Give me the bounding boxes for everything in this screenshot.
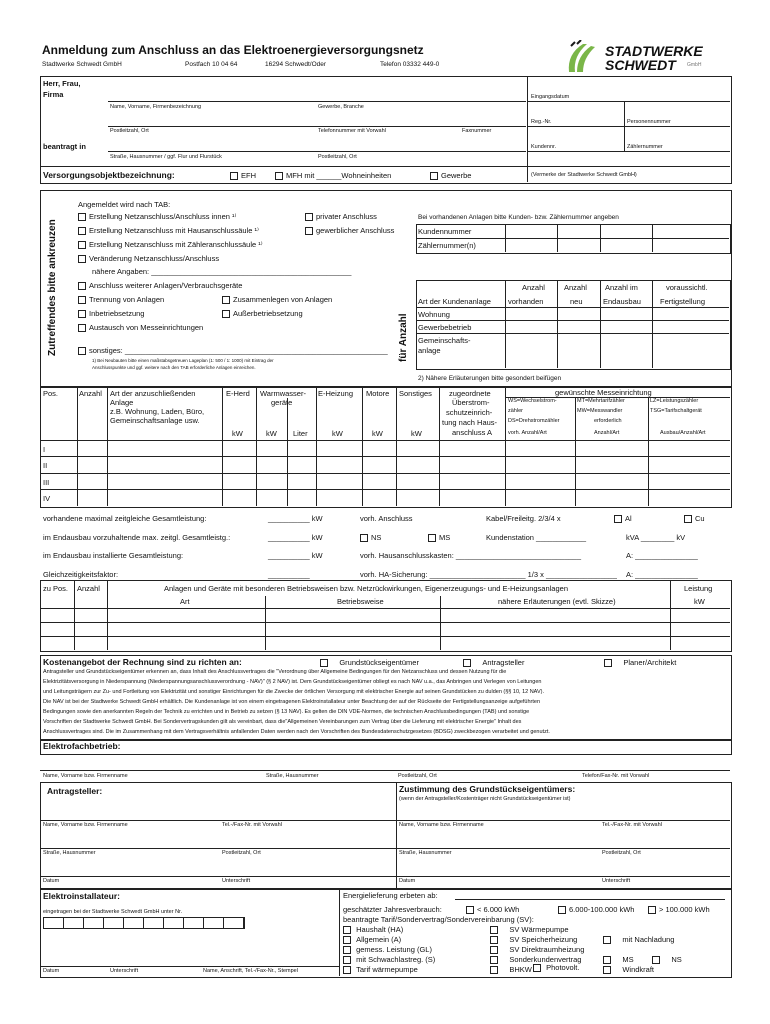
kosten-p1: Antragsteller und Grundstückseigentümer erkennen an, dass Inhalt des Anschlussvertrages die "Verordnung über Allgemeine Bedingungen für den Netzanschluss und dessen Nutzung für die bbox=[43, 669, 507, 675]
anz3b-header: Endausbau bbox=[603, 297, 641, 306]
gleichzeitigkeit: Gleichzeitigkeitsfaktor: bbox=[43, 570, 119, 579]
plz2-field-label: Postleitzahl, Ort bbox=[318, 154, 357, 160]
liter-wwg: Liter bbox=[293, 429, 308, 438]
antrag-frame bbox=[40, 782, 732, 890]
antrag-datum: Datum bbox=[43, 878, 60, 884]
sonderkunden[interactable]: Sonderkundenvertrag bbox=[490, 956, 581, 964]
kosten-p5: Bedingungen sowie den anerkannten Regeln der Technik zu errichten und in Betrieb zu setzen (§ 13 NAV). Es gelten die DIN VDE-Normen, die technischen Anschlussbedingungen (TAB) und sonstige bbox=[43, 709, 530, 715]
tab-item-1[interactable]: Erstellung Netzanschluss/Anschluss innen ¹⁾ bbox=[78, 213, 236, 221]
besonder-anz: Anzahl bbox=[77, 584, 100, 593]
zust-datum: Datum bbox=[399, 878, 416, 884]
ns-option[interactable]: NS bbox=[360, 534, 381, 542]
tab-item-7b-checkbox[interactable] bbox=[222, 310, 230, 318]
zug-header-3: schutzeinrich- bbox=[446, 408, 493, 417]
verbrauch-1-checkbox[interactable] bbox=[466, 906, 474, 914]
art-header-4: Gemeinschaftsanlage usw. bbox=[110, 416, 200, 425]
al-checkbox[interactable] bbox=[614, 515, 622, 523]
form-title: Anmeldung zum Anschluss an das Elektroenergieversorgungsnetz bbox=[42, 43, 424, 57]
art-row-wohnung: Wohnung bbox=[418, 310, 450, 319]
row-iv: IV bbox=[43, 494, 51, 503]
gewerbe-field-label: Gewerbe, Branche bbox=[318, 104, 364, 110]
leistung-3-a[interactable]: A: _______________ bbox=[626, 551, 698, 560]
fuer-anzahl-label: für Anzahl bbox=[398, 313, 409, 362]
eheiz-header: E-Heizung bbox=[318, 389, 354, 398]
footnote-2: Anschlusspunkte und ggf. weitere nach den TAB erforderliche Anlagen einreichen. bbox=[92, 365, 256, 370]
kw-eheiz: kW bbox=[332, 429, 343, 438]
zutreffendes-label: Zutreffendes bitte ankreuzen bbox=[47, 219, 58, 356]
logo-line1: STADTWERKE bbox=[605, 43, 703, 59]
kundenstation[interactable]: Kundenstation ____________ bbox=[486, 533, 587, 542]
row-ii: II bbox=[43, 461, 48, 470]
install-datum: Datum bbox=[43, 968, 60, 974]
reg-label: Reg.-Nr. bbox=[531, 119, 552, 125]
firma-label: Firma bbox=[43, 90, 64, 99]
nachladung[interactable]: mit Nachladung bbox=[603, 936, 674, 944]
tarif-wp[interactable]: Tarif wärmepumpe bbox=[343, 966, 418, 974]
besonder-kw: kW bbox=[694, 597, 705, 606]
tab-item-4b: nähere Angaben: ________________________________________________ bbox=[92, 267, 352, 276]
kosten-option-planer[interactable]: Planer/Architekt bbox=[604, 659, 676, 667]
energie-ns-checkbox[interactable] bbox=[652, 956, 660, 964]
photovolt-checkbox[interactable] bbox=[533, 964, 541, 972]
antragsteller-title: Antragsteller: bbox=[47, 786, 103, 796]
mfh-option[interactable]: MFH mit ______Wohneinheiten bbox=[275, 172, 391, 180]
gleichzeitigkeit-value[interactable]: __________ bbox=[268, 570, 310, 579]
anzart-label: Anzahl/Art bbox=[594, 430, 620, 436]
tab-item-7b[interactable]: Außerbetriebsetzung bbox=[222, 310, 303, 318]
art-header-3: z.B. Wohnung, Laden, Büro, bbox=[110, 407, 205, 416]
bhkw[interactable]: BHKW bbox=[490, 966, 532, 974]
privat-option[interactable]: privater Anschluss bbox=[305, 213, 377, 221]
tarif-gl[interactable]: gemess. Leistung (GL) bbox=[343, 946, 432, 954]
tab-item-2-checkbox[interactable] bbox=[78, 227, 86, 235]
kw-sonst: kW bbox=[411, 429, 422, 438]
tab-item-5[interactable]: Anschluss weiterer Anlagen/Verbrauchsgeräte bbox=[78, 282, 242, 290]
wwg-header-1: Warmwasser- bbox=[260, 389, 306, 398]
fert2-header: Fertigstellung bbox=[660, 297, 706, 306]
zaehler-label: Zählernummer bbox=[627, 144, 663, 150]
zust-plz: Postleitzahl, Ort bbox=[602, 850, 641, 856]
ws-label: WS=Wechselstrom- bbox=[508, 398, 557, 404]
leistung-4-a[interactable]: A: _______________ bbox=[626, 570, 698, 579]
anz3a-header: Anzahl im bbox=[605, 283, 638, 292]
elektrofach-plz: Postleitzahl, Ort bbox=[398, 773, 437, 779]
elektrofach-tel: Telefon/Fax-Nr. mit Vorwahl bbox=[582, 773, 650, 779]
kundennummer-label: Kundennummer bbox=[418, 227, 472, 236]
tarif-label: beantragte Tarif/Sondervertrag/Sondervereinbarung (SV): bbox=[343, 915, 534, 924]
elektrofach-header bbox=[40, 739, 732, 755]
ausbau-label: Ausbau/Anzahl/Art bbox=[660, 430, 706, 436]
kosten-p6: Vorschriften der Stadtwerke Schwedt GmbH. Bei Sondervertragskunden gilt als vereinbart, dass die"Allgemeinen Vereinbarungen zum Vertrag über die Lieferung mit elektrischer Energie" Inhalt des bbox=[43, 719, 522, 725]
tarif-ha-checkbox[interactable] bbox=[343, 926, 351, 934]
postfach: Postfach 10 04 64 bbox=[185, 61, 238, 68]
kw-eherd: kW bbox=[232, 429, 243, 438]
leistung-3: im Endausbau installierte Gesamtleistung: bbox=[43, 551, 184, 560]
tab-item-3[interactable]: Erstellung Netzanschluss mit Zähleranschlussäule ¹⁾ bbox=[78, 241, 263, 249]
vorh-label: vorh. Anzahl/Art bbox=[508, 430, 547, 436]
anz1a-header: Anzahl bbox=[522, 283, 545, 292]
tel-field-label: Telefonnummer mit Vorwahl bbox=[318, 128, 386, 134]
tarif-a[interactable]: Allgemein (A) bbox=[343, 936, 401, 944]
zust-unterschrift: Unterschrift bbox=[602, 878, 631, 884]
row-iii: III bbox=[43, 478, 50, 487]
tab-item-9[interactable]: sonstiges: _______________________________________________________________ bbox=[78, 347, 388, 355]
tab-item-8-checkbox[interactable] bbox=[78, 324, 86, 332]
installateur-sub: eingetragen bei der Stadtwerke Schwedt GmbH unter Nr. bbox=[43, 909, 183, 915]
motore-header: Motore bbox=[366, 389, 390, 398]
leistung-2-value[interactable]: __________ kW bbox=[268, 533, 323, 542]
fert1-header: voraussichtl. bbox=[666, 283, 708, 292]
strasse-field-label: Straße, Hausnummer / ggf. Flur und Flurstück bbox=[110, 154, 222, 160]
besonder-art: Art bbox=[180, 597, 190, 606]
leistung-1-anschluss: vorh. Anschluss bbox=[360, 514, 413, 523]
zust-strasse: Straße, Hausnummer bbox=[399, 850, 452, 856]
installateur-title: Elektroinstallateur: bbox=[43, 891, 120, 901]
nachladung-checkbox[interactable] bbox=[603, 936, 611, 944]
logo-suffix: GmbH bbox=[687, 62, 702, 68]
besonder-pos: zu Pos. bbox=[43, 584, 69, 593]
tarif-a-checkbox[interactable] bbox=[343, 936, 351, 944]
al-option[interactable]: Al bbox=[614, 515, 632, 523]
ha-sicherung[interactable]: vorh. HA-Sicherung: _______________________ 1/3 x _________________ bbox=[360, 570, 617, 579]
bhkw-checkbox[interactable] bbox=[490, 966, 498, 974]
zug-header-1: zugeordnete bbox=[449, 389, 491, 398]
efh-checkbox[interactable] bbox=[230, 172, 238, 180]
company-logo bbox=[565, 40, 735, 76]
sonderkunden-checkbox[interactable] bbox=[490, 956, 498, 964]
kosten-option-grund[interactable]: Grundstückseigentümer bbox=[320, 659, 419, 667]
installateur-nr-boxes[interactable] bbox=[43, 917, 245, 929]
tab-item-9-checkbox[interactable] bbox=[78, 347, 86, 355]
logo-line2: SCHWEDT bbox=[605, 57, 676, 73]
zustimmung-sub: (wenn der Antragsteller/Kostenträger nicht Grundstückseigentümer ist) bbox=[399, 796, 571, 802]
zug-header-4: tung nach Haus- bbox=[442, 418, 498, 427]
art-header: Art der Kundenanlage bbox=[418, 297, 491, 306]
cu-checkbox[interactable] bbox=[684, 515, 692, 523]
tab-item-8[interactable]: Austausch von Messeinrichtungen bbox=[78, 324, 203, 332]
gewerb-checkbox[interactable] bbox=[305, 227, 313, 235]
windkraft-checkbox[interactable] bbox=[603, 966, 611, 974]
ds-label: DS=Drehstromzähler bbox=[508, 418, 560, 424]
verbrauch-opt-1[interactable]: < 6.000 kWh bbox=[466, 906, 519, 914]
anzahl-header: Anzahl bbox=[79, 389, 102, 398]
kosten-p2: Elektrizitätsversorgung in Niederspannung (Niederspannungsanschlussverordnung - NAV)" (§ 2 NAV) ist. Dem Grundstückseigentümer obliegt es nach NAV u.a., das Anbringen und Verlegen von Leitungen bbox=[43, 679, 542, 685]
sv-speicher[interactable]: SV Speicherheizung bbox=[490, 936, 577, 944]
besonder-title: Anlagen und Geräte mit besonderen Betriebsweisen bzw. Netzrückwirkungen, Eigenerzeugungs- und E-Heizungsanlagen bbox=[164, 584, 568, 593]
ms-option[interactable]: MS bbox=[428, 534, 450, 542]
zust-name: Name, Vorname bzw. Firmenname bbox=[399, 822, 484, 828]
sv-wp[interactable]: SV Wärmepumpe bbox=[490, 926, 569, 934]
zug-header-2: Überstrom- bbox=[452, 398, 490, 407]
elektrofach-strasse: Straße, Hausnummer bbox=[266, 773, 319, 779]
phone: Telefon 03332 449-0 bbox=[380, 61, 440, 68]
zaehlernummer-label: Zählernummer(n) bbox=[418, 241, 476, 250]
tab-item-7-checkbox[interactable] bbox=[78, 310, 86, 318]
kosten-p3: und Leitungsträgern zur Zu- und Fortleitung von Elektrizität und sonstiger Einrichtungen für die Zwecke der örtlichen Versorgung mit elektrischer Energie auf seinen Grundstücken zu dulden (§§ 10, 12 NAV). bbox=[43, 689, 544, 695]
anz2a-header: Anzahl bbox=[564, 283, 587, 292]
leistung-1: vorhandene maximal zeitgleiche Gesamtleistung: bbox=[43, 514, 207, 523]
leistung-1-kabel: Kabel/Freileitg. 2/3/4 x bbox=[486, 514, 561, 523]
tarif-s[interactable]: mit Schwachlastreg. (S) bbox=[343, 956, 435, 964]
gewerbe-checkbox[interactable] bbox=[430, 172, 438, 180]
tab-item-4[interactable]: Veränderung Netzanschluss/Anschluss bbox=[78, 255, 219, 263]
install-unterschrift: Unterschrift bbox=[110, 968, 139, 974]
kosten-planer-checkbox[interactable] bbox=[604, 659, 612, 667]
ns-checkbox[interactable] bbox=[360, 534, 368, 542]
zustimmung-title: Zustimmung des Grundstückseigentümers: bbox=[399, 784, 576, 794]
sv-direkt[interactable]: SV Direktraumheizung bbox=[490, 946, 584, 954]
fax-field-label: Faxnummer bbox=[462, 128, 492, 134]
tab-item-5-checkbox[interactable] bbox=[78, 282, 86, 290]
leistung-2: im Endausbau vorzuhaltende max. zeitgl. Gesamtleistg.: bbox=[43, 533, 231, 542]
personen-label: Personennummer bbox=[627, 119, 671, 125]
ms-checkbox[interactable] bbox=[428, 534, 436, 542]
tab-item-6b[interactable]: Zusammenlegen von Anlagen bbox=[222, 296, 332, 304]
city: 16294 Schwedt/Oder bbox=[265, 61, 327, 68]
art-header-2: Anlage bbox=[110, 398, 134, 407]
tab-item-4-checkbox[interactable] bbox=[78, 255, 86, 263]
mfh-checkbox[interactable] bbox=[275, 172, 283, 180]
art-row-gewerbe: Gewerbebetrieb bbox=[418, 323, 472, 332]
company-name: Stadtwerke Schwedt GmbH bbox=[42, 61, 122, 68]
tab-intro: Angemeldet wird nach TAB: bbox=[78, 200, 171, 209]
tab-item-1-checkbox[interactable] bbox=[78, 213, 86, 221]
art-row-gemeinschaft-2: anlage bbox=[418, 346, 441, 355]
anz2b-header: neu bbox=[570, 297, 583, 306]
tarif-s-checkbox[interactable] bbox=[343, 956, 351, 964]
footnote-1: 1) Bei Neubauten bitte einen maßstabsgetreuen Lageplan (1: 500 / 1: 1000) mit Eintrag der bbox=[92, 358, 274, 363]
besonder-betrieb: Betriebsweise bbox=[337, 597, 384, 606]
beantragt-label: beantragt in bbox=[43, 142, 86, 151]
vorhanden-intro: Bei vorhandenen Anlagen bitte Kunden- bzw. Zählernummer angeben bbox=[418, 214, 619, 221]
hausanschlusskasten[interactable]: vorh. Hausanschlusskasten: ______________________________ bbox=[360, 551, 582, 560]
verbrauch-opt-3[interactable]: > 100.000 kWh bbox=[648, 906, 710, 914]
tab-item-7[interactable]: Inbetriebsetzung bbox=[78, 310, 144, 318]
kosten-grund-checkbox[interactable] bbox=[320, 659, 328, 667]
besonder-leist: Leistung bbox=[684, 584, 713, 593]
windkraft[interactable]: Windkraft bbox=[603, 966, 654, 974]
vermerke-label: (Vermerke der Stadtwerke Schwedt GmbH) bbox=[531, 172, 637, 178]
logo-swoosh-icon bbox=[565, 40, 605, 76]
pos-header: Pos. bbox=[43, 389, 59, 398]
herr-frau-label: Herr, Frau, bbox=[43, 79, 81, 88]
tab-item-6-checkbox[interactable] bbox=[78, 296, 86, 304]
besonder-naeher: nähere Erläuterungen (evtl. Skizze) bbox=[498, 597, 616, 606]
energie-title: Energielieferung erbeten ab: bbox=[343, 891, 438, 900]
sv-direkt-checkbox[interactable] bbox=[490, 946, 498, 954]
install-name: Name, Anschrift, Tel.-/Fax-Nr., Stempel bbox=[203, 968, 298, 974]
cu-option[interactable]: Cu bbox=[684, 515, 705, 523]
mt-label: MT=Mehrtarifzähler bbox=[577, 398, 625, 404]
kosten-p7: Anschlussvertrages sind. Die im Zusammenhang mit dem Vertragsverhältnis anfallenden Daten werden nach den Vorschriften des Bundesdatenschutzgesetzes (BDSG) zweckbezogen verarbeitet und genutzt. bbox=[43, 729, 550, 735]
tsg-label: TSG=Tarifschaltgerät bbox=[650, 408, 702, 414]
elektrofach-name: Name, Vorname bzw. Firmenname bbox=[43, 773, 128, 779]
kosten-title: Kostenangebot der Rechnung sind zu richten an: bbox=[43, 657, 242, 667]
tarif-ha[interactable]: Haushalt (HA) bbox=[343, 926, 403, 934]
privat-checkbox[interactable] bbox=[305, 213, 313, 221]
art-header-1: Art der anzuschließenden bbox=[110, 389, 196, 398]
tarif-gl-checkbox[interactable] bbox=[343, 946, 351, 954]
energie-ms[interactable]: MS bbox=[603, 956, 634, 964]
verbrauch-2-checkbox[interactable] bbox=[558, 906, 566, 914]
kosten-option-antrag[interactable]: Antragsteller bbox=[463, 659, 524, 667]
gewerbe-option[interactable]: Gewerbe bbox=[430, 172, 471, 180]
mess-header: gewünschte Messeinrichtung bbox=[555, 388, 652, 397]
kosten-p4: Die NAV ist bei der Stadtwerke Schwedt GmbH erhältlich. Die Kundenanlage ist von einem eingetragenen Elektroinstallateur unter Beachtung der auf der Rückseite der Fertigstellungsanzeige aufgeführten bbox=[43, 699, 541, 705]
energie-ns[interactable]: NS bbox=[652, 956, 682, 964]
antrag-tel: Tel.-/Fax-Nr. mit Vorwahl bbox=[222, 822, 282, 828]
zug-header-5: anschluss A bbox=[452, 428, 493, 437]
tarif-wp-checkbox[interactable] bbox=[343, 966, 351, 974]
plz-field-label: Postleitzahl, Ort bbox=[110, 128, 149, 134]
sonst-header: Sonstiges bbox=[399, 389, 432, 398]
eherd-header: E-Herd bbox=[226, 389, 250, 398]
antrag-plz: Postleitzahl, Ort bbox=[222, 850, 261, 856]
mw2-label: erforderlich bbox=[594, 418, 622, 424]
lz-label: LZ=Leistungszähler bbox=[650, 398, 699, 404]
antrag-strasse: Straße, Hausnummer bbox=[43, 850, 96, 856]
kw-wwg: kW bbox=[266, 429, 277, 438]
antrag-unterschrift: Unterschrift bbox=[222, 878, 251, 884]
eingang-label: Eingangsdatum bbox=[531, 94, 570, 100]
verbrauch-3-checkbox[interactable] bbox=[648, 906, 656, 914]
kunden-label: Kundennr. bbox=[531, 144, 557, 150]
tab-item-6b-checkbox[interactable] bbox=[222, 296, 230, 304]
efh-option[interactable]: EFH bbox=[230, 172, 256, 180]
antrag-name: Name, Vorname bzw. Firmenname bbox=[43, 822, 128, 828]
mw-label: MW=Messwandler bbox=[577, 408, 623, 414]
tab-item-6[interactable]: Trennung von Anlagen bbox=[78, 296, 164, 304]
verbrauch-label: geschätzter Jahresverbrauch: bbox=[343, 905, 442, 914]
elektrofach-title: Elektrofachbetrieb: bbox=[43, 741, 121, 751]
sv-speicher-checkbox[interactable] bbox=[490, 936, 498, 944]
gewerb-option[interactable]: gewerblicher Anschluss bbox=[305, 227, 394, 235]
kva-kv[interactable]: kVA ________ kV bbox=[626, 533, 686, 542]
art-note: 2) Nähere Erläuterungen bitte gesondert beifügen bbox=[418, 375, 562, 382]
wwg-header-2: geräte bbox=[271, 398, 293, 407]
row-i: I bbox=[43, 445, 46, 454]
tab-item-3-checkbox[interactable] bbox=[78, 241, 86, 249]
verbrauch-opt-2[interactable]: 6.000-100.000 kWh bbox=[558, 906, 634, 914]
name-field-label: Name, Vorname, Firmenbezeichnung bbox=[110, 104, 202, 110]
art-row-gemeinschaft-1: Gemeinschafts- bbox=[418, 336, 471, 345]
tab-item-2[interactable]: Erstellung Netzanschluss mit Hausanschlussäule ¹⁾ bbox=[78, 227, 259, 235]
photovolt[interactable]: Photovolt. bbox=[533, 964, 579, 972]
leistung-3-value[interactable]: __________ kW bbox=[268, 551, 323, 560]
zust-tel: Tel.-/Fax-Nr. mit Vorwahl bbox=[602, 822, 662, 828]
ws2-label: zähler bbox=[508, 408, 523, 414]
kw-motore: kW bbox=[372, 429, 383, 438]
leistung-1-value[interactable]: __________ kW bbox=[268, 514, 323, 523]
anz1b-header: vorhanden bbox=[508, 297, 544, 306]
versorgung-label: Versorgungsobjektbezeichnung: bbox=[43, 170, 175, 180]
kosten-antrag-checkbox[interactable] bbox=[463, 659, 471, 667]
energie-ms-checkbox[interactable] bbox=[603, 956, 611, 964]
sv-wp-checkbox[interactable] bbox=[490, 926, 498, 934]
